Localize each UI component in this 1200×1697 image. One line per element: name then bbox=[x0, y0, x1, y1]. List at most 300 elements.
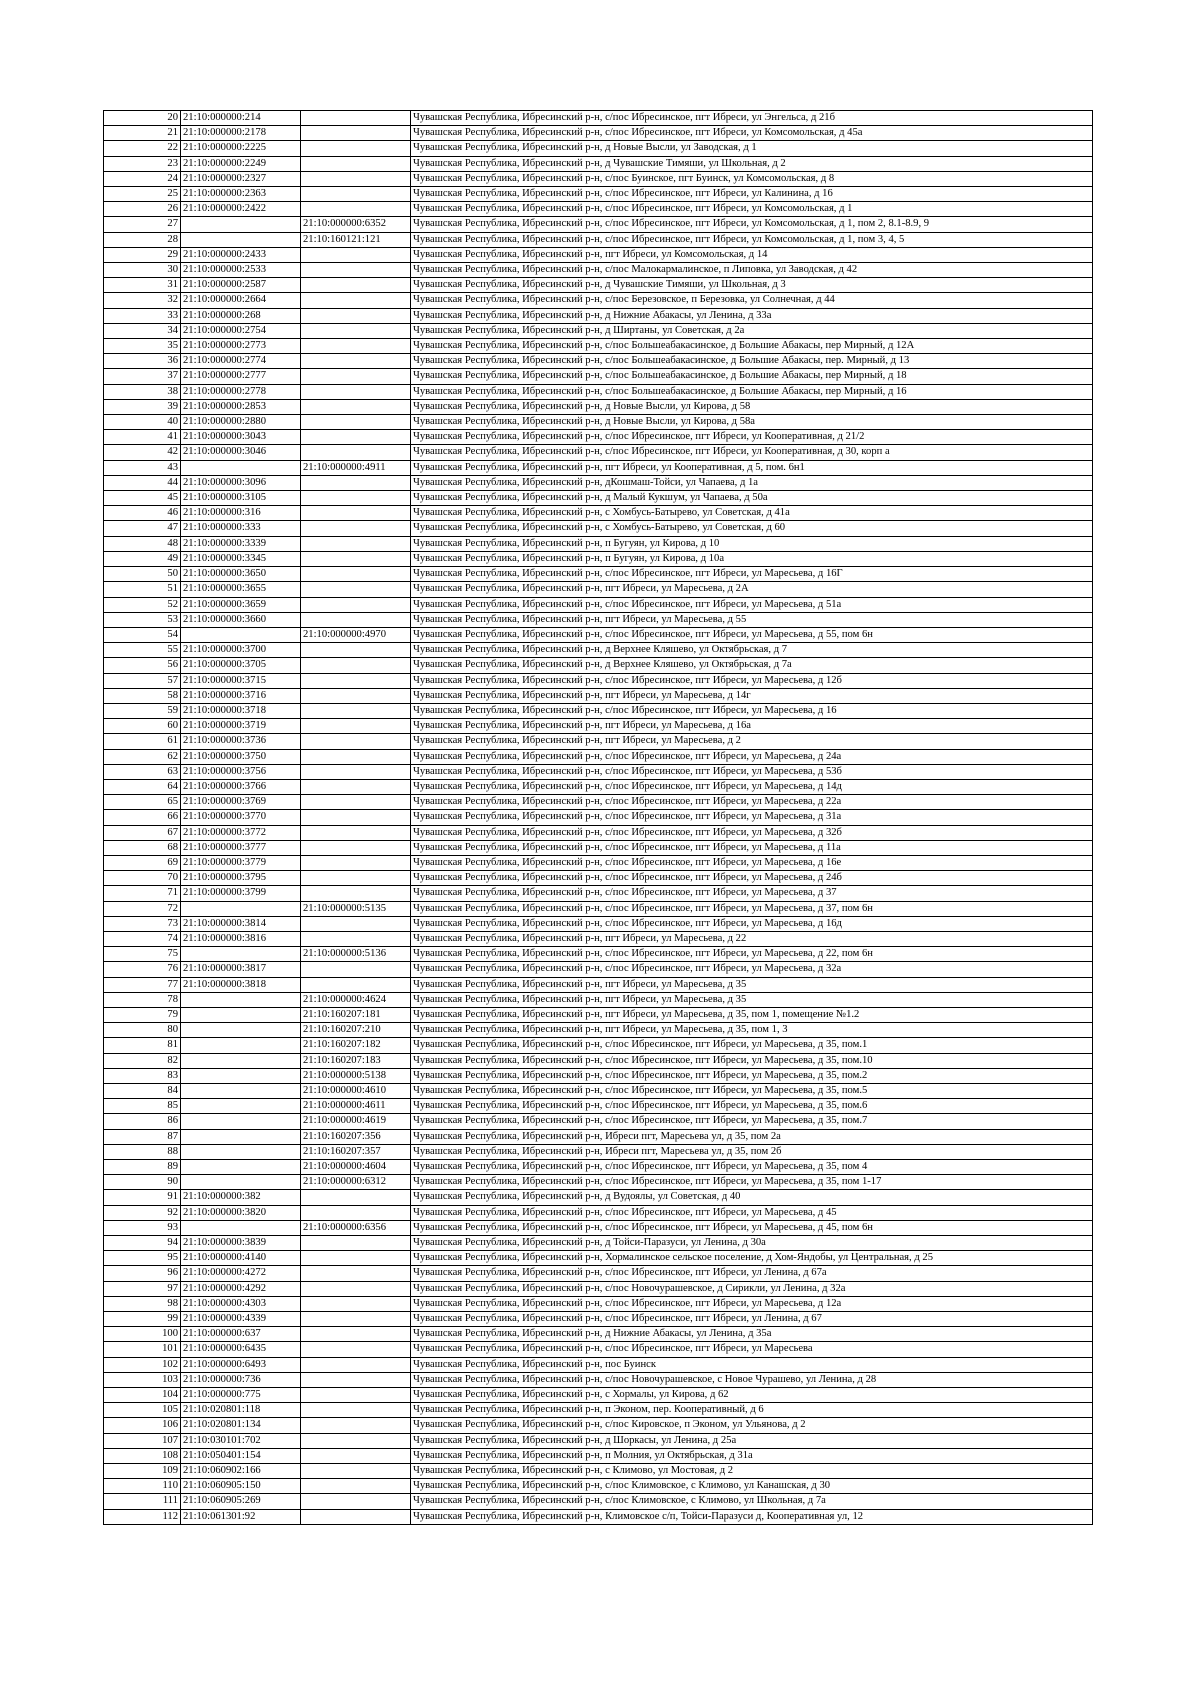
room-cadastral-number-cell bbox=[301, 202, 411, 217]
table-row bbox=[104, 1281, 1093, 1296]
address-cell: Чувашская Республика, Ибресинский р-н, с/пос Ибресинское, пгт Ибреси, ул Маресьева, д 24б bbox=[411, 871, 1093, 886]
cadastral-number-cell bbox=[181, 627, 301, 642]
row-number-cell: 98 bbox=[104, 1296, 181, 1311]
table-row bbox=[104, 1342, 1093, 1357]
row-number-cell: 34 bbox=[104, 323, 181, 338]
table-row bbox=[104, 673, 1093, 688]
room-cadastral-number-cell bbox=[301, 399, 411, 414]
address-cell: Чувашская Республика, Ибресинский р-н, д Ширтаны, ул Советская, д 2а bbox=[411, 323, 1093, 338]
address-cell: Чувашская Республика, Ибресинский р-н, д Нижние Абакасы, ул Ленина, д 35а bbox=[411, 1327, 1093, 1342]
table-row bbox=[104, 1494, 1093, 1509]
cadastral-number-cell bbox=[181, 1038, 301, 1053]
address-cell: Чувашская Республика, Ибресинский р-н, пгт Ибреси, ул Маресьева, д 16а bbox=[411, 719, 1093, 734]
table-row bbox=[104, 521, 1093, 536]
row-number-cell: 28 bbox=[104, 232, 181, 247]
cadastral-number-cell: 21:10:000000:2773 bbox=[181, 339, 301, 354]
room-cadastral-number-cell bbox=[301, 521, 411, 536]
room-cadastral-number-cell bbox=[301, 795, 411, 810]
address-cell: Чувашская Республика, Ибресинский р-н, п Бугуян, ул Кирова, д 10а bbox=[411, 551, 1093, 566]
row-number-cell: 43 bbox=[104, 460, 181, 475]
row-number-cell: 39 bbox=[104, 399, 181, 414]
room-cadastral-number-cell bbox=[301, 1479, 411, 1494]
row-number-cell: 94 bbox=[104, 1236, 181, 1251]
address-cell: Чувашская Республика, Ибресинский р-н, пгт Ибреси, ул Маресьева, д 2 bbox=[411, 734, 1093, 749]
room-cadastral-number-cell bbox=[301, 445, 411, 460]
table-row bbox=[104, 369, 1093, 384]
address-cell: Чувашская Республика, Ибресинский р-н, с/пос Ибресинское, пгт Ибреси, ул Комсомольская, д 1, пом 3, 4, 5 bbox=[411, 232, 1093, 247]
cadastral-number-cell: 21:10:020801:134 bbox=[181, 1418, 301, 1433]
room-cadastral-number-cell bbox=[301, 491, 411, 506]
room-cadastral-number-cell bbox=[301, 886, 411, 901]
room-cadastral-number-cell bbox=[301, 1464, 411, 1479]
table-row bbox=[104, 217, 1093, 232]
cadastral-number-cell: 21:10:000000:4303 bbox=[181, 1296, 301, 1311]
table-row bbox=[104, 825, 1093, 840]
address-cell: Чувашская Республика, Ибресинский р-н, д Вудоялы, ул Советская, д 40 bbox=[411, 1190, 1093, 1205]
row-number-cell: 77 bbox=[104, 977, 181, 992]
table-row bbox=[104, 1038, 1093, 1053]
address-cell: Чувашская Республика, Ибресинский р-н, д Нижние Абакасы, ул Ленина, д 33а bbox=[411, 308, 1093, 323]
table-row bbox=[104, 1388, 1093, 1403]
row-number-cell: 75 bbox=[104, 947, 181, 962]
room-cadastral-number-cell: 21:10:000000:4624 bbox=[301, 992, 411, 1007]
cadastral-number-cell bbox=[181, 1144, 301, 1159]
room-cadastral-number-cell: 21:10:160207:181 bbox=[301, 1007, 411, 1022]
room-cadastral-number-cell bbox=[301, 278, 411, 293]
room-cadastral-number-cell: 21:10:000000:5138 bbox=[301, 1068, 411, 1083]
table-row bbox=[104, 491, 1093, 506]
address-cell: Чувашская Республика, Ибресинский р-н, с/пос Большеабакасинское, д Большие Абакасы, пер Мирный, д 12А bbox=[411, 339, 1093, 354]
cadastral-number-cell bbox=[181, 947, 301, 962]
address-cell: Чувашская Республика, Ибресинский р-н, с Хомбусь-Батырево, ул Советская, д 60 bbox=[411, 521, 1093, 536]
cadastral-number-cell: 21:10:060902:166 bbox=[181, 1464, 301, 1479]
cadastral-number-cell: 21:10:000000:2225 bbox=[181, 141, 301, 156]
table-row bbox=[104, 612, 1093, 627]
cadastral-number-cell bbox=[181, 992, 301, 1007]
cadastral-number-cell: 21:10:000000:3660 bbox=[181, 612, 301, 627]
cadastral-number-cell: 21:10:000000:2433 bbox=[181, 247, 301, 262]
cadastral-number-cell: 21:10:000000:3650 bbox=[181, 567, 301, 582]
cadastral-number-cell: 21:10:000000:3799 bbox=[181, 886, 301, 901]
table-row bbox=[104, 323, 1093, 338]
address-cell: Чувашская Республика, Ибресинский р-н, с/пос Ибресинское, пгт Ибреси, ул Маресьева, д 12б bbox=[411, 673, 1093, 688]
address-cell: Чувашская Республика, Ибресинский р-н, с/пос Ибресинское, пгт Ибреси, ул Маресьева, д 22, пом 6н bbox=[411, 947, 1093, 962]
cadastral-number-cell: 21:10:000000:4292 bbox=[181, 1281, 301, 1296]
room-cadastral-number-cell bbox=[301, 1251, 411, 1266]
room-cadastral-number-cell: 21:10:000000:6356 bbox=[301, 1220, 411, 1235]
address-cell: Чувашская Республика, Ибресинский р-н, с/пос Ибресинское, пгт Ибреси, ул Маресьева, д 45, пом 6н bbox=[411, 1220, 1093, 1235]
table-row bbox=[104, 1160, 1093, 1175]
table-row bbox=[104, 126, 1093, 141]
table-row bbox=[104, 1236, 1093, 1251]
row-number-cell: 102 bbox=[104, 1357, 181, 1372]
address-cell: Чувашская Республика, Ибресинский р-н, с/пос Ибресинское, пгт Ибреси, ул Маресьева, д 11а bbox=[411, 840, 1093, 855]
row-number-cell: 63 bbox=[104, 764, 181, 779]
cadastral-number-cell: 21:10:000000:736 bbox=[181, 1372, 301, 1387]
row-number-cell: 65 bbox=[104, 795, 181, 810]
address-cell: Чувашская Республика, Ибресинский р-н, д Верхнее Кляшево, ул Октябрьская, д 7 bbox=[411, 643, 1093, 658]
row-number-cell: 67 bbox=[104, 825, 181, 840]
cadastral-number-cell: 21:10:000000:3718 bbox=[181, 703, 301, 718]
address-cell: Чувашская Республика, Ибресинский р-н, с/пос Ибресинское, пгт Ибреси, ул Маресьева, д 37 bbox=[411, 886, 1093, 901]
table-row bbox=[104, 1099, 1093, 1114]
room-cadastral-number-cell bbox=[301, 764, 411, 779]
table-row bbox=[104, 643, 1093, 658]
row-number-cell: 32 bbox=[104, 293, 181, 308]
cadastral-number-cell bbox=[181, 217, 301, 232]
address-cell: Чувашская Республика, Ибресинский р-н, с/пос Ибресинское, пгт Ибреси, ул Маресьева, д 35, пом 1-17 bbox=[411, 1175, 1093, 1190]
address-cell: Чувашская Республика, Ибресинский р-н, Ибреси пгт, Маресьева ул, д 35, пом 2б bbox=[411, 1144, 1093, 1159]
table-row bbox=[104, 1433, 1093, 1448]
table-row bbox=[104, 992, 1093, 1007]
row-number-cell: 27 bbox=[104, 217, 181, 232]
room-cadastral-number-cell bbox=[301, 369, 411, 384]
cadastral-number-cell bbox=[181, 1220, 301, 1235]
row-number-cell: 99 bbox=[104, 1312, 181, 1327]
address-cell: Чувашская Республика, Ибресинский р-н, с/пос Ибресинское, пгт Ибреси, ул Маресьева, д 16д bbox=[411, 916, 1093, 931]
row-number-cell: 47 bbox=[104, 521, 181, 536]
row-number-cell: 31 bbox=[104, 278, 181, 293]
table-row bbox=[104, 1312, 1093, 1327]
table-row bbox=[104, 339, 1093, 354]
cadastral-number-cell: 21:10:000000:3770 bbox=[181, 810, 301, 825]
address-cell: Чувашская Республика, Ибресинский р-н, д Тойси-Паразуси, ул Ленина, д 30а bbox=[411, 1236, 1093, 1251]
room-cadastral-number-cell bbox=[301, 111, 411, 126]
cadastral-number-cell: 21:10:000000:2327 bbox=[181, 171, 301, 186]
address-cell: Чувашская Республика, Ибресинский р-н, д Чувашские Тимяши, ул Школьная, д 3 bbox=[411, 278, 1093, 293]
address-cell: Чувашская Республика, Ибресинский р-н, пгт Ибреси, ул Комсомольская, д 14 bbox=[411, 247, 1093, 262]
table-row bbox=[104, 293, 1093, 308]
address-cell: Чувашская Республика, Ибресинский р-н, пгт Ибреси, ул Маресьева, д 35 bbox=[411, 977, 1093, 992]
cadastral-number-cell bbox=[181, 1068, 301, 1083]
cadastral-number-cell: 21:10:000000:3096 bbox=[181, 475, 301, 490]
table-row bbox=[104, 1007, 1093, 1022]
row-number-cell: 92 bbox=[104, 1205, 181, 1220]
table-row bbox=[104, 1479, 1093, 1494]
room-cadastral-number-cell: 21:10:160207:356 bbox=[301, 1129, 411, 1144]
table-row bbox=[104, 156, 1093, 171]
cadastral-number-cell: 21:10:000000:2178 bbox=[181, 126, 301, 141]
table-row bbox=[104, 810, 1093, 825]
table-row bbox=[104, 1296, 1093, 1311]
address-cell: Чувашская Республика, Ибресинский р-н, с/пос Климовское, с Климово, ул Школьная, д 7а bbox=[411, 1494, 1093, 1509]
room-cadastral-number-cell bbox=[301, 415, 411, 430]
address-cell: Чувашская Республика, Ибресинский р-н, с/пос Ибресинское, пгт Ибреси, ул Энгельса, д 21б bbox=[411, 111, 1093, 126]
table-row bbox=[104, 1114, 1093, 1129]
table-row bbox=[104, 597, 1093, 612]
cadastral-number-cell: 21:10:000000:3659 bbox=[181, 597, 301, 612]
table-row bbox=[104, 855, 1093, 870]
cadastral-number-cell: 21:10:000000:2880 bbox=[181, 415, 301, 430]
row-number-cell: 45 bbox=[104, 491, 181, 506]
room-cadastral-number-cell bbox=[301, 871, 411, 886]
table-row bbox=[104, 1190, 1093, 1205]
address-cell: Чувашская Республика, Ибресинский р-н, с Хормалы, ул Кирова, д 62 bbox=[411, 1388, 1093, 1403]
cadastral-number-cell: 21:10:000000:3105 bbox=[181, 491, 301, 506]
address-cell: Чувашская Республика, Ибресинский р-н, пгт Ибреси, ул Маресьева, д 35, пом 1, 3 bbox=[411, 1023, 1093, 1038]
address-cell: Чувашская Республика, Ибресинский р-н, с/пос Малокармалинское, п Липовка, ул Заводская, д 42 bbox=[411, 263, 1093, 278]
row-number-cell: 91 bbox=[104, 1190, 181, 1205]
row-number-cell: 71 bbox=[104, 886, 181, 901]
address-cell: Чувашская Республика, Ибресинский р-н, с/пос Ибресинское, пгт Ибреси, ул Маресьева, д 16е bbox=[411, 855, 1093, 870]
cadastral-number-cell: 21:10:000000:3756 bbox=[181, 764, 301, 779]
room-cadastral-number-cell bbox=[301, 354, 411, 369]
address-cell: Чувашская Республика, Ибресинский р-н, с/пос Ибресинское, пгт Ибреси, ул Ленина, д 67 bbox=[411, 1312, 1093, 1327]
row-number-cell: 85 bbox=[104, 1099, 181, 1114]
row-number-cell: 23 bbox=[104, 156, 181, 171]
row-number-cell: 86 bbox=[104, 1114, 181, 1129]
address-cell: Чувашская Республика, Ибресинский р-н, с/пос Новочурашевское, с Новое Чурашево, ул Ленина, д 28 bbox=[411, 1372, 1093, 1387]
cadastral-number-cell: 21:10:050401:154 bbox=[181, 1448, 301, 1463]
room-cadastral-number-cell bbox=[301, 582, 411, 597]
room-cadastral-number-cell bbox=[301, 1418, 411, 1433]
room-cadastral-number-cell bbox=[301, 323, 411, 338]
cadastral-number-cell: 21:10:000000:3818 bbox=[181, 977, 301, 992]
cadastral-number-cell: 21:10:000000:2778 bbox=[181, 384, 301, 399]
cadastral-number-cell: 21:10:000000:3715 bbox=[181, 673, 301, 688]
table-row bbox=[104, 627, 1093, 642]
room-cadastral-number-cell bbox=[301, 673, 411, 688]
room-cadastral-number-cell: 21:10:000000:4610 bbox=[301, 1084, 411, 1099]
address-cell: Чувашская Республика, Ибресинский р-н, с/пос Ибресинское, пгт Ибреси, ул Кооперативная, д 30, корп а bbox=[411, 445, 1093, 460]
table-row bbox=[104, 764, 1093, 779]
cadastral-number-cell bbox=[181, 1007, 301, 1022]
cadastral-number-cell bbox=[181, 1023, 301, 1038]
row-number-cell: 51 bbox=[104, 582, 181, 597]
cadastral-number-cell: 21:10:000000:333 bbox=[181, 521, 301, 536]
table-row bbox=[104, 1084, 1093, 1099]
cadastral-number-cell: 21:10:000000:3820 bbox=[181, 1205, 301, 1220]
table-row bbox=[104, 1251, 1093, 1266]
address-cell: Чувашская Республика, Ибресинский р-н, с/пос Ибресинское, пгт Ибреси, ул Маресьева, д 31а bbox=[411, 810, 1093, 825]
cadastral-number-cell: 21:10:000000:2587 bbox=[181, 278, 301, 293]
room-cadastral-number-cell bbox=[301, 126, 411, 141]
address-cell: Чувашская Республика, Ибресинский р-н, с/пос Березовское, п Березовка, ул Солнечная, д 44 bbox=[411, 293, 1093, 308]
address-cell: Чувашская Республика, Ибресинский р-н, с/пос Ибресинское, пгт Ибреси, ул Маресьева, д 35, пом.2 bbox=[411, 1068, 1093, 1083]
address-cell: Чувашская Республика, Ибресинский р-н, пгт Ибреси, ул Кооперативная, д 5, пом. 6н1 bbox=[411, 460, 1093, 475]
cadastral-number-cell: 21:10:000000:4140 bbox=[181, 1251, 301, 1266]
row-number-cell: 70 bbox=[104, 871, 181, 886]
room-cadastral-number-cell bbox=[301, 810, 411, 825]
room-cadastral-number-cell bbox=[301, 1296, 411, 1311]
room-cadastral-number-cell: 21:10:160207:210 bbox=[301, 1023, 411, 1038]
row-number-cell: 83 bbox=[104, 1068, 181, 1083]
table-row bbox=[104, 1327, 1093, 1342]
address-cell: Чувашская Республика, Ибресинский р-н, д Шоркасы, ул Ленина, д 25а bbox=[411, 1433, 1093, 1448]
table-row bbox=[104, 445, 1093, 460]
cadastral-number-cell: 21:10:000000:3046 bbox=[181, 445, 301, 460]
cadastral-number-cell: 21:10:000000:3779 bbox=[181, 855, 301, 870]
room-cadastral-number-cell bbox=[301, 1372, 411, 1387]
row-number-cell: 106 bbox=[104, 1418, 181, 1433]
row-number-cell: 72 bbox=[104, 901, 181, 916]
table-row bbox=[104, 658, 1093, 673]
cadastral-number-cell: 21:10:000000:3750 bbox=[181, 749, 301, 764]
room-cadastral-number-cell bbox=[301, 263, 411, 278]
row-number-cell: 62 bbox=[104, 749, 181, 764]
address-cell: Чувашская Республика, Ибресинский р-н, с Хомбусь-Батырево, ул Советская, д 41а bbox=[411, 506, 1093, 521]
table-body bbox=[104, 111, 1093, 1525]
table-row bbox=[104, 1023, 1093, 1038]
room-cadastral-number-cell bbox=[301, 931, 411, 946]
address-cell: Чувашская Республика, Ибресинский р-н, с/пос Ибресинское, пгт Ибреси, ул Маресьева, д 35, пом.5 bbox=[411, 1084, 1093, 1099]
room-cadastral-number-cell bbox=[301, 1281, 411, 1296]
room-cadastral-number-cell bbox=[301, 156, 411, 171]
row-number-cell: 22 bbox=[104, 141, 181, 156]
cadastral-number-cell: 21:10:000000:3795 bbox=[181, 871, 301, 886]
table-row bbox=[104, 1509, 1093, 1524]
cadastral-number-cell bbox=[181, 1175, 301, 1190]
room-cadastral-number-cell bbox=[301, 597, 411, 612]
room-cadastral-number-cell: 21:10:160121:121 bbox=[301, 232, 411, 247]
table-row bbox=[104, 384, 1093, 399]
table-row bbox=[104, 1372, 1093, 1387]
room-cadastral-number-cell bbox=[301, 1312, 411, 1327]
room-cadastral-number-cell bbox=[301, 688, 411, 703]
cadastral-number-cell: 21:10:000000:3772 bbox=[181, 825, 301, 840]
room-cadastral-number-cell bbox=[301, 1342, 411, 1357]
table-row bbox=[104, 779, 1093, 794]
address-cell: Чувашская Республика, Ибресинский р-н, д Новые Высли, ул Кирова, д 58а bbox=[411, 415, 1093, 430]
table-row bbox=[104, 551, 1093, 566]
row-number-cell: 101 bbox=[104, 1342, 181, 1357]
row-number-cell: 96 bbox=[104, 1266, 181, 1281]
room-cadastral-number-cell bbox=[301, 749, 411, 764]
row-number-cell: 60 bbox=[104, 719, 181, 734]
row-number-cell: 78 bbox=[104, 992, 181, 1007]
cadastral-number-cell: 21:10:061301:92 bbox=[181, 1509, 301, 1524]
row-number-cell: 97 bbox=[104, 1281, 181, 1296]
address-cell: Чувашская Республика, Ибресинский р-н, с/пос Ибресинское, пгт Ибреси, ул Маресьева, д 53б bbox=[411, 764, 1093, 779]
table-row bbox=[104, 1403, 1093, 1418]
address-cell: Чувашская Республика, Ибресинский р-н, с/пос Ибресинское, пгт Ибреси, ул Маресьева, д 12а bbox=[411, 1296, 1093, 1311]
row-number-cell: 74 bbox=[104, 931, 181, 946]
row-number-cell: 46 bbox=[104, 506, 181, 521]
row-number-cell: 111 bbox=[104, 1494, 181, 1509]
row-number-cell: 88 bbox=[104, 1144, 181, 1159]
cadastral-number-cell bbox=[181, 1114, 301, 1129]
row-number-cell: 58 bbox=[104, 688, 181, 703]
row-number-cell: 93 bbox=[104, 1220, 181, 1235]
room-cadastral-number-cell bbox=[301, 141, 411, 156]
table-row bbox=[104, 582, 1093, 597]
row-number-cell: 41 bbox=[104, 430, 181, 445]
row-number-cell: 64 bbox=[104, 779, 181, 794]
row-number-cell: 30 bbox=[104, 263, 181, 278]
table-row bbox=[104, 916, 1093, 931]
room-cadastral-number-cell: 21:10:160207:182 bbox=[301, 1038, 411, 1053]
address-cell: Чувашская Республика, Ибресинский р-н, с/пос Ибресинское, пгт Ибреси, ул Кооперативная, д 21/2 bbox=[411, 430, 1093, 445]
cadastral-number-cell: 21:10:000000:4272 bbox=[181, 1266, 301, 1281]
address-cell: Чувашская Республика, Ибресинский р-н, с/пос Ибресинское, пгт Ибреси, ул Комсомольская, д 1 bbox=[411, 202, 1093, 217]
row-number-cell: 56 bbox=[104, 658, 181, 673]
cadastral-number-cell: 21:10:000000:214 bbox=[181, 111, 301, 126]
table-row bbox=[104, 977, 1093, 992]
address-cell: Чувашская Республика, Ибресинский р-н, с/пос Ибресинское, пгт Ибреси, ул Маресьева, д 16 bbox=[411, 703, 1093, 718]
room-cadastral-number-cell bbox=[301, 643, 411, 658]
row-number-cell: 68 bbox=[104, 840, 181, 855]
row-number-cell: 61 bbox=[104, 734, 181, 749]
table-row bbox=[104, 1205, 1093, 1220]
address-cell: Чувашская Республика, Ибресинский р-н, Ибреси пгт, Маресьева ул, д 35, пом 2а bbox=[411, 1129, 1093, 1144]
cadastral-number-cell: 21:10:000000:316 bbox=[181, 506, 301, 521]
address-cell: Чувашская Республика, Ибресинский р-н, п Бугуян, ул Кирова, д 10 bbox=[411, 536, 1093, 551]
row-number-cell: 37 bbox=[104, 369, 181, 384]
address-cell: Чувашская Республика, Ибресинский р-н, Хормалинское сельское поселение, д Хом-Яндобы, ул Центральная, д 25 bbox=[411, 1251, 1093, 1266]
row-number-cell: 90 bbox=[104, 1175, 181, 1190]
room-cadastral-number-cell bbox=[301, 962, 411, 977]
room-cadastral-number-cell bbox=[301, 855, 411, 870]
address-cell: Чувашская Республика, Ибресинский р-н, с/пос Большеабакасинское, д Большие Абакасы, пер Мирный, д 16 bbox=[411, 384, 1093, 399]
cadastral-number-cell: 21:10:000000:3814 bbox=[181, 916, 301, 931]
cadastral-number-cell bbox=[181, 1084, 301, 1099]
room-cadastral-number-cell bbox=[301, 475, 411, 490]
address-cell: Чувашская Республика, Ибресинский р-н, с/пос Ибресинское, пгт Ибреси, ул Маресьева bbox=[411, 1342, 1093, 1357]
address-cell: Чувашская Республика, Ибресинский р-н, с/пос Ибресинское, пгт Ибреси, ул Маресьева, д 35, пом 4 bbox=[411, 1160, 1093, 1175]
row-number-cell: 95 bbox=[104, 1251, 181, 1266]
table-row bbox=[104, 567, 1093, 582]
cadastral-number-cell: 21:10:000000:3736 bbox=[181, 734, 301, 749]
room-cadastral-number-cell bbox=[301, 1509, 411, 1524]
address-cell: Чувашская Республика, Ибресинский р-н, с/пос Ибресинское, пгт Ибреси, ул Маресьева, д 14д bbox=[411, 779, 1093, 794]
address-cell: Чувашская Республика, Ибресинский р-н, с/пос Ибресинское, пгт Ибреси, ул Маресьева, д 35, пом.6 bbox=[411, 1099, 1093, 1114]
row-number-cell: 107 bbox=[104, 1433, 181, 1448]
cadastral-number-cell: 21:10:000000:3816 bbox=[181, 931, 301, 946]
address-cell: Чувашская Республика, Ибресинский р-н, с/пос Ибресинское, пгт Ибреси, ул Маресьева, д 22а bbox=[411, 795, 1093, 810]
row-number-cell: 20 bbox=[104, 111, 181, 126]
cadastral-number-cell bbox=[181, 1099, 301, 1114]
address-cell: Чувашская Республика, Ибресинский р-н, пгт Ибреси, ул Маресьева, д 14г bbox=[411, 688, 1093, 703]
table-row bbox=[104, 871, 1093, 886]
table-row bbox=[104, 719, 1093, 734]
address-cell: Чувашская Республика, Ибресинский р-н, с/пос Ибресинское, пгт Ибреси, ул Маресьева, д 35, пом.7 bbox=[411, 1114, 1093, 1129]
address-cell: Чувашская Республика, Ибресинский р-н, с/пос Ибресинское, пгт Ибреси, ул Ленина, д 67а bbox=[411, 1266, 1093, 1281]
table-row bbox=[104, 886, 1093, 901]
table-row bbox=[104, 840, 1093, 855]
row-number-cell: 73 bbox=[104, 916, 181, 931]
room-cadastral-number-cell: 21:10:000000:4970 bbox=[301, 627, 411, 642]
address-cell: Чувашская Республика, Ибресинский р-н, с/пос Большеабакасинское, д Большие Абакасы, пер Мирный, д 18 bbox=[411, 369, 1093, 384]
table-row bbox=[104, 536, 1093, 551]
address-cell: Чувашская Республика, Ибресинский р-н, с/пос Ибресинское, пгт Ибреси, ул Калинина, д 16 bbox=[411, 187, 1093, 202]
address-cell: Чувашская Республика, Ибресинский р-н, с Климово, ул Мостовая, д 2 bbox=[411, 1464, 1093, 1479]
room-cadastral-number-cell: 21:10:000000:4604 bbox=[301, 1160, 411, 1175]
table-row bbox=[104, 354, 1093, 369]
cadastral-number-cell: 21:10:000000:6493 bbox=[181, 1357, 301, 1372]
row-number-cell: 54 bbox=[104, 627, 181, 642]
table-row bbox=[104, 947, 1093, 962]
row-number-cell: 21 bbox=[104, 126, 181, 141]
address-cell: Чувашская Республика, Ибресинский р-н, пос Буинск bbox=[411, 1357, 1093, 1372]
address-cell: Чувашская Республика, Ибресинский р-н, пгт Ибреси, ул Маресьева, д 35, пом 1, помещение №1.2 bbox=[411, 1007, 1093, 1022]
row-number-cell: 29 bbox=[104, 247, 181, 262]
room-cadastral-number-cell bbox=[301, 1494, 411, 1509]
table-row bbox=[104, 703, 1093, 718]
address-cell: Чувашская Республика, Ибресинский р-н, пгт Ибреси, ул Маресьева, д 2А bbox=[411, 582, 1093, 597]
room-cadastral-number-cell bbox=[301, 1433, 411, 1448]
cadastral-number-cell: 21:10:060905:150 bbox=[181, 1479, 301, 1494]
table-row bbox=[104, 1220, 1093, 1235]
cadastral-number-cell bbox=[181, 901, 301, 916]
row-number-cell: 110 bbox=[104, 1479, 181, 1494]
room-cadastral-number-cell bbox=[301, 551, 411, 566]
room-cadastral-number-cell: 21:10:000000:5136 bbox=[301, 947, 411, 962]
cadastral-number-cell: 21:10:000000:2664 bbox=[181, 293, 301, 308]
address-cell: Чувашская Республика, Ибресинский р-н, д Новые Высли, ул Заводская, д 1 bbox=[411, 141, 1093, 156]
cadastral-number-cell: 21:10:000000:3700 bbox=[181, 643, 301, 658]
address-cell: Чувашская Республика, Ибресинский р-н, д Чувашские Тимяши, ул Школьная, д 2 bbox=[411, 156, 1093, 171]
room-cadastral-number-cell bbox=[301, 1236, 411, 1251]
